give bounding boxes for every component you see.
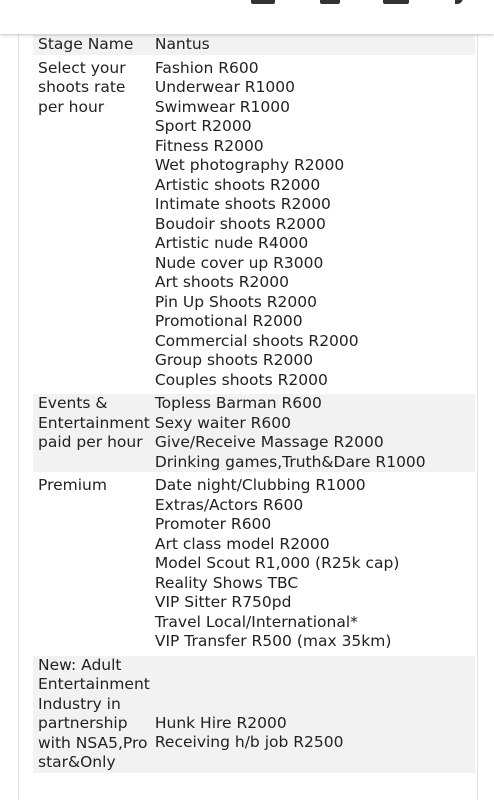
table-row bbox=[33, 476, 475, 652]
list-item: VIP Sitter R750pd bbox=[154, 593, 292, 611]
more-menu-icon[interactable] bbox=[455, 0, 463, 4]
list-item: Travel Local/International* bbox=[154, 612, 358, 631]
list-item: Art class model R2000 bbox=[154, 534, 330, 553]
list-item: Promoter R600 bbox=[154, 515, 272, 533]
list-item: Extras/Actors R600 bbox=[154, 495, 304, 514]
row-label: Stage Name bbox=[33, 35, 150, 55]
row-values bbox=[150, 656, 475, 773]
list-item: VIP Transfer R500 (max 35km) bbox=[154, 632, 392, 650]
list-item: Nantus bbox=[154, 35, 210, 53]
list-item: Give/Receive Massage R2000 bbox=[154, 433, 384, 451]
list-item: Swimwear R1000 bbox=[154, 97, 290, 116]
list-item: Sport R2000 bbox=[154, 117, 252, 135]
row-values bbox=[150, 476, 475, 652]
list-item: Receiving h/b job R2500 bbox=[154, 733, 344, 751]
list-item: Couples shoots R2000 bbox=[154, 370, 328, 389]
list-item: Artistic nude R4000 bbox=[154, 234, 309, 252]
list-item: Reality Shows TBC bbox=[154, 573, 299, 592]
list-item: Pin Up Shoots R2000 bbox=[154, 292, 317, 311]
table-row bbox=[33, 394, 475, 472]
list-item: Art shoots R2000 bbox=[154, 273, 289, 291]
row-values bbox=[150, 394, 475, 472]
browser-toolbar bbox=[0, 0, 494, 34]
list-item: Nude cover up R3000 bbox=[154, 253, 324, 272]
row-values bbox=[150, 59, 475, 391]
list-item: Underwear R1000 bbox=[154, 78, 295, 96]
list-item: Model Scout R1,000 (R25k cap) bbox=[154, 554, 400, 572]
list-item: Sexy waiter R600 bbox=[154, 413, 291, 432]
list-item: Artistic shoots R2000 bbox=[154, 175, 321, 194]
list-item: Promotional R2000 bbox=[154, 312, 303, 330]
bookmark-icon[interactable] bbox=[383, 0, 409, 4]
list-item: Fashion R600 bbox=[154, 58, 259, 77]
list-item: Topless Barman R600 bbox=[154, 394, 322, 412]
list-item: Intimate shoots R2000 bbox=[154, 195, 331, 213]
list-item: Boudoir shoots R2000 bbox=[154, 214, 326, 233]
tab-switcher-icon[interactable] bbox=[251, 0, 275, 4]
row-label: New: Adult Entertainment Industry in partnership with NSA5,Pro star&Only bbox=[33, 656, 150, 773]
profile-content bbox=[18, 34, 478, 800]
row-label: Select your shoots rate per hour bbox=[38, 58, 126, 116]
row-label: Events & Entertainment paid per hour bbox=[33, 394, 150, 472]
list-item: Drinking games,Truth&Dare R1000 bbox=[154, 452, 426, 471]
list-item: Date night/Clubbing R1000 bbox=[154, 476, 366, 494]
list-item: Fitness R2000 bbox=[154, 136, 264, 155]
share-icon[interactable] bbox=[320, 0, 340, 4]
table-row bbox=[33, 59, 475, 391]
list-item: Group shoots R2000 bbox=[154, 351, 314, 369]
list-item: Wet photography R2000 bbox=[154, 156, 345, 174]
list-item: Hunk Hire R2000 bbox=[154, 713, 287, 732]
row-values bbox=[150, 35, 475, 55]
rates-table bbox=[33, 34, 475, 777]
table-row bbox=[33, 656, 475, 773]
table-row bbox=[33, 35, 475, 55]
list-item: Commercial shoots R2000 bbox=[154, 331, 359, 350]
row-label: Premium bbox=[38, 476, 107, 494]
